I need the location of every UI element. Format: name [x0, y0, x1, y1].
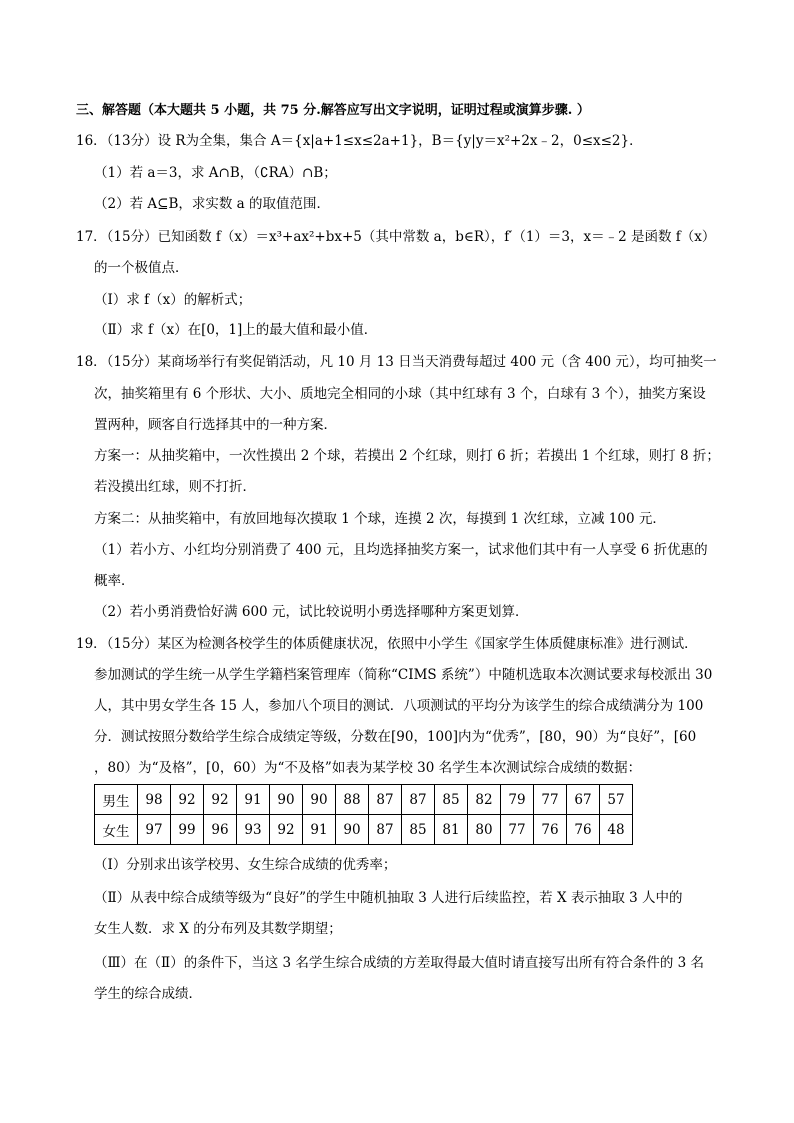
q19-part1: （Ⅰ）分别求出该学校男、女生综合成绩的优秀率； [94, 857, 397, 873]
table-cell: 90 [270, 785, 303, 815]
q19-line1: 19．（15分）某区为检测各校学生的体质健康状况，依照中小学生《国家学生体质健康标准》进行测试． [76, 636, 698, 652]
q19-part3-line1: （Ⅲ）在（Ⅱ）的条件下，当这 3 名学生综合成绩的方差取得最大值时请直接写出所有符合条件的 3 名 [94, 955, 705, 971]
table-cell: 99 [171, 815, 204, 845]
q19-part2-line1: （Ⅱ）从表中综合成绩等级为“良好”的学生中随机抽取 3 人进行后续监控，若 X 表示抽取 3 人中的 [94, 890, 683, 906]
table-cell: 91 [303, 815, 336, 845]
q19-part3-line2: 学生的综合成绩． [94, 986, 202, 1002]
table-cell: 85 [435, 785, 468, 815]
q19-part2-line2: 女生人数．求 X 的分布列及其数学期望； [94, 921, 342, 937]
q18-part2: （2）若小勇消费恰好满 600 元，试比较说明小勇选择哪种方案更划算． [94, 604, 529, 620]
table-cell: 87 [369, 815, 402, 845]
table-cell: 92 [171, 785, 204, 815]
q18-line1: 18．（15分）某商场举行有奖促销活动，凡 10 月 13 日当天消费每超过 400 元（含 400 元），均可抽奖一 [76, 354, 717, 370]
table-cell: 77 [501, 815, 534, 845]
table-cell: 93 [237, 815, 270, 845]
table-cell: 80 [468, 815, 501, 845]
q19-line2: 参加测试的学生统一从学生学籍档案管理库（简称“CIMS 系统”）中随机选取本次测试要求每校派出 30 [94, 667, 713, 683]
q19-line4: 分．测试按照分数给学生综合成绩定等级，分数在[90，100]内为“优秀”，[80，90）为“良好”，[60 [94, 729, 697, 745]
q16-part1: （1）若 a＝3，求 A∩B，（∁RA）∩B； [94, 165, 337, 181]
table-cell: 81 [435, 815, 468, 845]
table-cell: 88 [336, 785, 369, 815]
scores-table [94, 784, 633, 845]
table-cell: 87 [369, 785, 402, 815]
q17-part1: （Ⅰ）求 f（x）的解析式； [94, 292, 252, 308]
table-cell: 82 [468, 785, 501, 815]
q19-line5: ，80）为“及格”，[0，60）为“不及格”如表为某学校 30 名学生本次测试综合成绩的数据： [94, 760, 642, 776]
q17-stem-line2: 的一个极值点． [94, 260, 189, 276]
table-cell: 91 [237, 785, 270, 815]
q18-part1-line2: 概率． [94, 573, 135, 589]
table-cell: 92 [204, 785, 237, 815]
q18-line2: 次，抽奖箱里有 6 个形状、大小、质地完全相同的小球（其中红球有 3 个，白球有 3 个），抽奖方案设 [94, 386, 706, 402]
q18-part1-line1: （1）若小方、小红均分别消费了 400 元，且均选择抽奖方案一，试求他们其中有一人享受 6 折优惠的 [94, 542, 708, 558]
table-cell: 67 [567, 785, 600, 815]
q18-plan2: 方案二：从抽奖箱中，有放回地每次摸取 1 个球，连摸 2 次，每摸到 1 次红球，立减 100 元． [94, 511, 666, 527]
q17-part2: （Ⅱ）求 f（x）在[0，1]上的最大值和最小值． [94, 322, 378, 338]
row-label-female: 女生 [95, 815, 138, 845]
table-cell: 97 [138, 815, 171, 845]
table-row-male [95, 785, 633, 815]
table-cell: 92 [270, 815, 303, 845]
table-cell: 77 [534, 785, 567, 815]
section-header: 三、解答题（本大题共 5 小题，共 75 分.解答应写出文字说明，证明过程或演算步骤. ） [76, 103, 590, 118]
table-cell: 48 [600, 815, 633, 845]
table-cell: 57 [600, 785, 633, 815]
q18-plan1-line2: 若没摸出红球，则不打折． [94, 479, 256, 495]
q16-part2: （2）若 A⊆B，求实数 a 的取值范围． [94, 196, 330, 212]
table-cell: 98 [138, 785, 171, 815]
table-cell: 90 [303, 785, 336, 815]
table-cell: 96 [204, 815, 237, 845]
table-cell: 76 [567, 815, 600, 845]
table-cell: 79 [501, 785, 534, 815]
q17-stem-line1: 17．（15分）已知函数 f（x）＝x³+ax²+bx+5（其中常数 a，b∈R），f′（1）＝3，x＝﹣2 是函数 f（x） [76, 229, 716, 245]
table-cell: 90 [336, 815, 369, 845]
q16-stem: 16．（13分）设 R为全集，集合 A＝{x|a+1≤x≤2a+1}，B＝{y|y＝x²+2x﹣2，0≤x≤2}． [76, 133, 643, 149]
table-cell: 76 [534, 815, 567, 845]
q19-line3: 人，其中男女学生各 15 人，参加八个项目的测试．八项测试的平均分为该学生的综合成绩满分为 100 [94, 698, 704, 714]
table-cell: 87 [402, 785, 435, 815]
q18-plan1-line1: 方案一：从抽奖箱中，一次性摸出 2 个球，若摸出 2 个红球，则打 6 折；若摸出 1 个红球，则打 8 折； [94, 448, 720, 464]
table-row-female [95, 815, 633, 845]
table-cell: 85 [402, 815, 435, 845]
q18-line3: 置两种，顾客自行选择其中的一种方案． [94, 417, 337, 433]
row-label-male: 男生 [95, 785, 138, 815]
